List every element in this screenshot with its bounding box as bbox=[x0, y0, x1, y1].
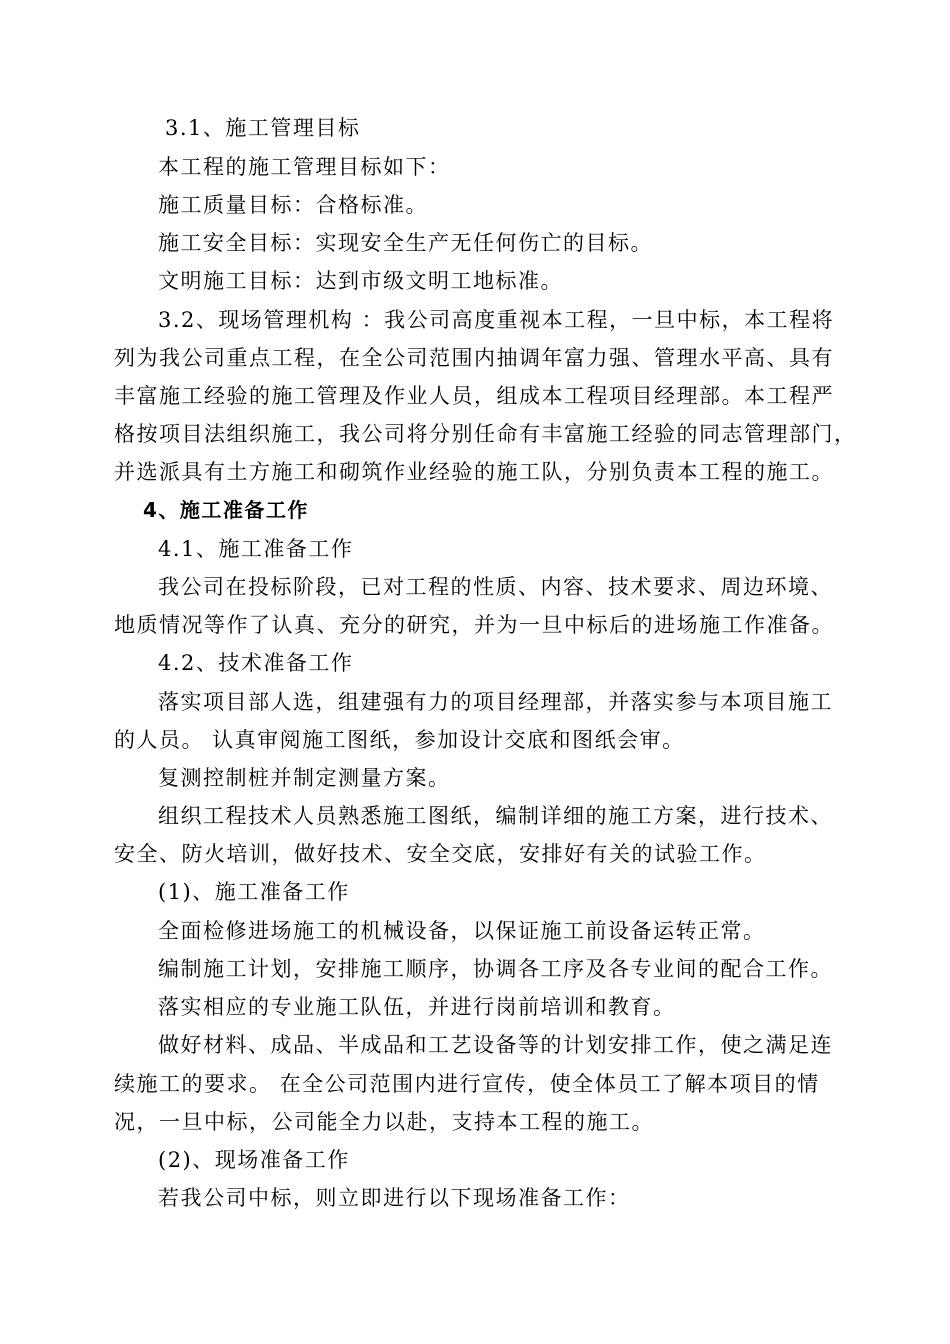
subsection-heading-1: (1)、施工准备工作 bbox=[158, 880, 350, 904]
paragraph-line: 格按项目法组织施工，我公司将分别任命有丰富施工经验的同志管理部门， bbox=[114, 422, 857, 446]
paragraph-line: 安全、防火培训，做好技术、安全交底，安排好有关的试验工作。 bbox=[114, 842, 767, 866]
section-heading-3-2: 3.2、现场管理机构 ：我公司高度重视本工程，一旦中标，本工程将 bbox=[158, 308, 835, 332]
paragraph-line: 列为我公司重点工程，在全公司范围内抽调年富力强、管理水平高、具有 bbox=[114, 346, 834, 370]
paragraph-line: 复测控制桩并制定测量方案。 bbox=[158, 766, 451, 790]
paragraph-line: 全面检修进场施工的机械设备，以保证施工前设备运转正常。 bbox=[158, 919, 766, 943]
paragraph-line: 丰富施工经验的施工管理及作业人员，组成本工程项目经理部。本工程严 bbox=[114, 384, 834, 408]
paragraph-line: 本工程的施工管理目标如下： bbox=[158, 155, 451, 179]
paragraph-line: 文明施工目标：达到市级文明工地标准。 bbox=[158, 269, 563, 293]
paragraph-line: 我公司在投标阶段，已对工程的性质、内容、技术要求、周边环境、 bbox=[158, 575, 833, 599]
section-heading-4: 4、施工准备工作 bbox=[143, 498, 309, 522]
paragraph-line: 编制施工计划，安排施工顺序，协调各工序及各专业间的配合工作。 bbox=[158, 957, 833, 981]
paragraph-line: 续施工的要求。 在全公司范围内进行宣传，使全体员工了解本项目的情 bbox=[114, 1072, 820, 1096]
paragraph-line: 施工质量目标：合格标准。 bbox=[158, 193, 428, 217]
paragraph-line: 做好材料、成品、半成品和工艺设备等的计划安排工作，使之满足连 bbox=[158, 1033, 833, 1057]
paragraph-line: 若我公司中标，则立即进行以下现场准备工作： bbox=[158, 1186, 631, 1210]
subsection-heading-4-1: 4.1、施工准备工作 bbox=[158, 537, 354, 561]
paragraph-line: 的人员。 认真审阅施工图纸，参加设计交底和图纸会审。 bbox=[114, 728, 685, 752]
subsection-heading-2: (2)、现场准备工作 bbox=[158, 1148, 350, 1172]
section-heading-3-1: 3.1、施工管理目标 bbox=[165, 116, 361, 140]
paragraph-line: 落实相应的专业施工队伍，并进行岗前培训和教育。 bbox=[158, 995, 676, 1019]
paragraph-line: 施工安全目标：实现安全生产无任何伤亡的目标。 bbox=[158, 231, 653, 255]
paragraph-line: 地质情况等作了认真、充分的研究，并为一旦中标后的进场施工作准备。 bbox=[114, 613, 834, 637]
paragraph-line: 组织工程技术人员熟悉施工图纸，编制详细的施工方案，进行技术、 bbox=[158, 804, 833, 828]
paragraph-line: 况，一旦中标，公司能全力以赴，支持本工程的施工。 bbox=[114, 1110, 654, 1134]
subsection-heading-4-2: 4.2、技术准备工作 bbox=[158, 651, 354, 675]
paragraph-line: 并选派具有土方施工和砌筑作业经验的施工队，分别负责本工程的施工。 bbox=[114, 460, 834, 484]
paragraph-line: 落实项目部人选，组建强有力的项目经理部，并落实参与本项目施工 bbox=[158, 690, 833, 714]
